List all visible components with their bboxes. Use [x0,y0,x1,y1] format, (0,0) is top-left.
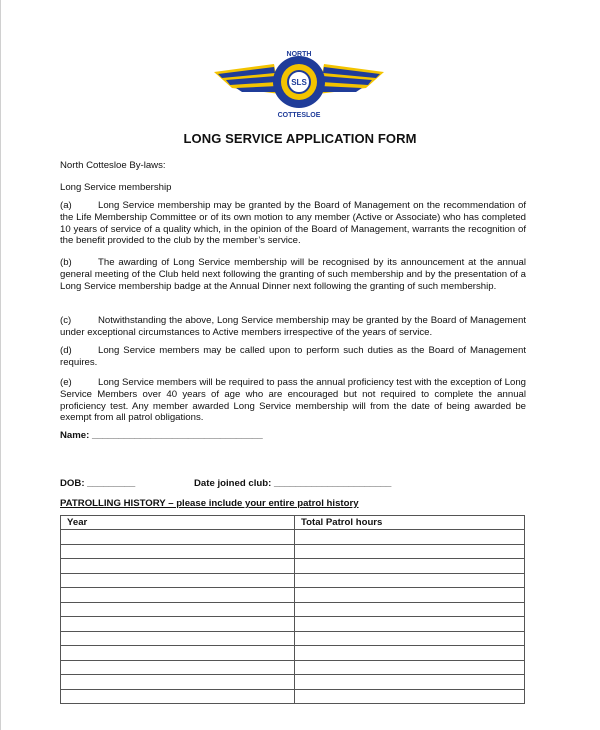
table-row [61,530,525,545]
patrol-hours-cell[interactable] [295,617,525,632]
table-header-row [61,516,525,530]
form-title: LONG SERVICE APPLICATION FORM [183,131,417,146]
table-row [61,573,525,588]
table-row [61,675,525,690]
year-cell[interactable] [61,631,295,646]
year-cell[interactable] [61,573,295,588]
name-field[interactable]: Name: ________________________________ [60,430,263,441]
paragraph-b [60,257,526,292]
year-cell[interactable] [61,617,295,632]
paragraph-e [60,377,526,424]
year-cell[interactable] [61,530,295,545]
table-row [61,660,525,675]
year-cell[interactable] [61,544,295,559]
date-joined-field[interactable]: Date joined club: ______________________ [194,478,392,489]
patrol-hours-cell[interactable] [295,573,525,588]
year-cell[interactable] [61,646,295,661]
patrol-hours-cell[interactable] [295,588,525,603]
patrol-hours-cell[interactable] [295,559,525,574]
year-cell[interactable] [61,588,295,603]
year-cell[interactable] [61,689,295,704]
paragraph-label: (c) [60,315,72,326]
year-cell[interactable] [61,675,295,690]
patrol-hours-cell[interactable] [295,689,525,704]
patrol-hours-cell[interactable] [295,530,525,545]
patrol-history-heading: PATROLLING HISTORY – please include your entire patrol history [60,498,359,509]
paragraph-text: Long Service membership may be granted by the Board of Management on the recommendation of the Life Membership Committee or of its own motion to any member (Active or Associate) who has completed 10 years of service of a quality which, in the opinion of the Board of Management, warrants the recognition of the benefit provided to the club by the member’s service. [60,200,526,247]
paragraph-text: Long Service members will be required to pass the annual proficiency test with the exception of Long Service Members over 40 years of age who are encouraged but not required to complete the annual proficiency test. Any member awarded Long Service membership will from the date of being awarded be exempt from all patrol obligations. [60,377,526,424]
column-header-year: Year [61,516,295,530]
patrol-hours-cell[interactable] [295,602,525,617]
patrol-hours-cell[interactable] [295,675,525,690]
dob-field[interactable]: DOB: _________ [60,478,136,489]
patrol-hours-cell[interactable] [295,660,525,675]
logo-center-text: SLS [291,78,307,87]
paragraph-label: (e) [60,377,72,388]
year-cell[interactable] [61,660,295,675]
paragraph-text: Long Service members may be called upon to perform such duties as the Board of Management requires. [60,345,526,368]
paragraph-label: (d) [60,345,72,356]
paragraph-label: (a) [60,200,72,211]
patrol-hours-cell[interactable] [295,544,525,559]
paragraph-text: The awarding of Long Service membership will be recognised by its announcement at the annual general meeting of the Club held next following the granting of such membership and by the presentation of a Long Service membership badge at the Annual Dinner next following the granting of such membership. [60,257,526,292]
patrol-hours-cell[interactable] [295,646,525,661]
table-row [61,646,525,661]
table-row [61,631,525,646]
column-header-total-hours: Total Patrol hours [295,516,525,530]
paragraph-d [60,345,526,369]
bylaws-label: North Cottesloe By-laws: [60,160,166,171]
year-cell[interactable] [61,602,295,617]
year-cell[interactable] [61,559,295,574]
table-row [61,689,525,704]
paragraph-a [60,200,526,247]
page-edge [0,0,1,730]
paragraph-c [60,315,526,339]
logo-top-text: NORTH [286,51,312,58]
club-logo [212,44,386,120]
table-row [61,617,525,632]
logo-bottom-text: COTTESLOE [277,112,321,119]
table-row [61,544,525,559]
table-row [61,559,525,574]
section-label: Long Service membership [60,182,172,193]
table-row [61,602,525,617]
patrol-history-table [60,515,525,704]
paragraph-label: (b) [60,257,72,268]
table-row [61,588,525,603]
patrol-hours-cell[interactable] [295,631,525,646]
paragraph-text: Notwithstanding the above, Long Service membership may be granted by the Board of Management under exceptional circumstances to Active members irrespective of the years of service. [60,315,526,338]
